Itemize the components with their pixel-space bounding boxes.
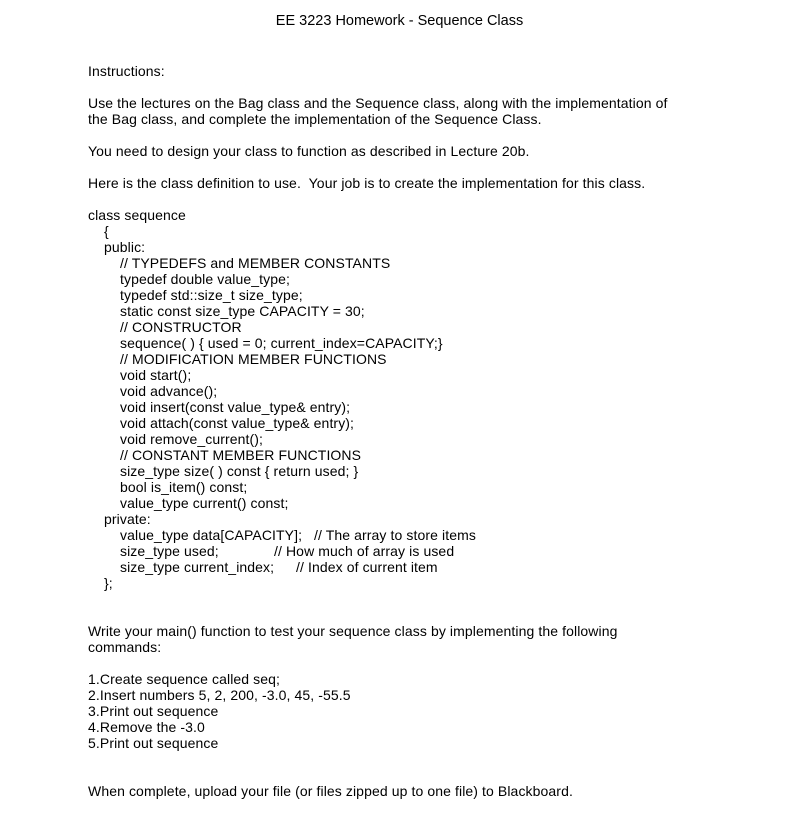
code-line: void advance(); <box>120 383 218 399</box>
intro-line-1: Use the lectures on the Bag class and the Sequence class, along with the implementation of <box>88 95 668 111</box>
code-private-decl: value_type data[CAPACITY]; <box>120 527 303 543</box>
code-line: void start(); <box>120 367 192 383</box>
code-private-decl: size_type current_index; <box>120 559 275 575</box>
instructions-label: Instructions: <box>88 63 165 79</box>
code-line: // CONSTANT MEMBER FUNCTIONS <box>120 447 362 463</box>
class-definition-note: Here is the class definition to use. Your job is to create the implementation for this class. <box>88 175 646 191</box>
code-line: size_type size( ) const { return used; } <box>120 463 359 479</box>
code-close-brace: }; <box>104 575 113 591</box>
step-item: 3.Print out sequence <box>88 703 219 719</box>
code-line: sequence( ) { used = 0; current_index=CAPACITY;} <box>120 335 443 351</box>
document-title: EE 3223 Homework - Sequence Class <box>275 13 524 29</box>
code-line: bool is_item() const; <box>120 479 248 495</box>
design-note: You need to design your class to function as described in Lecture 20b. <box>88 143 530 159</box>
step-item: 4.Remove the -3.0 <box>88 719 205 735</box>
code-line: // MODIFICATION MEMBER FUNCTIONS <box>120 351 387 367</box>
main-note-line-2: commands: <box>88 639 162 655</box>
code-line: // CONSTRUCTOR <box>120 319 242 335</box>
code-class-header: class sequence <box>88 207 186 223</box>
code-line: value_type current() const; <box>120 495 289 511</box>
code-public-label: public: <box>104 239 146 255</box>
step-item: 2.Insert numbers 5, 2, 200, -3.0, 45, -55.5 <box>88 687 351 703</box>
code-private-decl: size_type used; <box>120 543 219 559</box>
code-line: void remove_current(); <box>120 431 264 447</box>
code-private-comment: // How much of array is used <box>274 543 455 559</box>
code-line: void insert(const value_type& entry); <box>120 399 351 415</box>
closing-note: When complete, upload your file (or files zipped up to one file) to Blackboard. <box>88 783 573 799</box>
intro-line-2: the Bag class, and complete the implementation of the Sequence Class. <box>88 111 542 127</box>
step-item: 1.Create sequence called seq; <box>88 671 281 687</box>
code-line: static const size_type CAPACITY = 30; <box>120 303 365 319</box>
code-private-comment: // The array to store items <box>314 527 476 543</box>
code-line: typedef double value_type; <box>120 271 290 287</box>
code-line: typedef std::size_t size_type; <box>120 287 303 303</box>
code-line: void attach(const value_type& entry); <box>120 415 355 431</box>
code-open-brace: { <box>104 223 109 239</box>
code-private-comment: // Index of current item <box>296 559 438 575</box>
step-item: 5.Print out sequence <box>88 735 219 751</box>
main-note-line-1: Write your main() function to test your sequence class by implementing the following <box>88 623 618 639</box>
code-private-label: private: <box>104 511 151 527</box>
code-line: // TYPEDEFS and MEMBER CONSTANTS <box>120 255 391 271</box>
